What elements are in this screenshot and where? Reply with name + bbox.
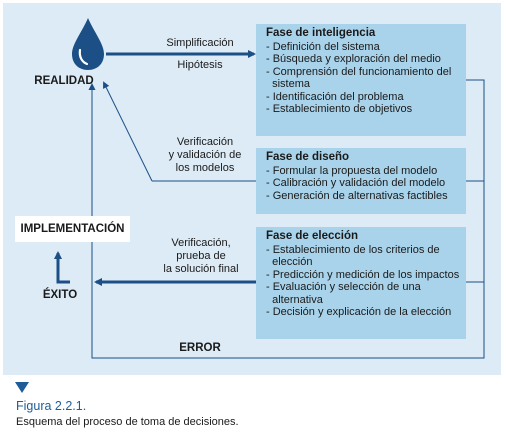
verificacion-modelos-label bbox=[150, 136, 260, 175]
verificacion-modelos-arrow bbox=[104, 83, 152, 181]
verificacion-solucion-label bbox=[146, 237, 256, 276]
label-line: Verificación, bbox=[171, 237, 231, 249]
phase-item: - Establecimiento de los criterios de bbox=[266, 243, 440, 256]
caption-triangle-icon bbox=[15, 382, 29, 393]
error-loop-line bbox=[92, 80, 484, 358]
implementacion-label: IMPLEMENTACIÓN bbox=[20, 223, 125, 235]
label-line: los modelos bbox=[175, 162, 235, 174]
water-drop-icon bbox=[72, 18, 104, 70]
phase-item: - Comprensión del funcionamiento del bbox=[266, 65, 452, 78]
label-line: prueba de bbox=[176, 250, 226, 262]
phase-item: - Predicción y medición de los impactos bbox=[266, 268, 460, 281]
phase-item: - Identificación del problema bbox=[266, 90, 404, 103]
phase-item: sistema bbox=[266, 78, 311, 90]
phase-item: - Evaluación y selección de una bbox=[266, 281, 421, 293]
phase-item: - Búsqueda y exploración del medio bbox=[266, 53, 441, 65]
label-line: Verificación bbox=[176, 136, 234, 148]
simplificacion-label: Simplificación bbox=[166, 37, 234, 49]
figure-number: Figura 2.2.1. bbox=[16, 399, 87, 413]
phase-diseno-title: Fase de diseño bbox=[266, 151, 350, 163]
figure-caption: Esquema del proceso de toma de decisiones. bbox=[16, 416, 239, 428]
realidad-label: REALIDAD bbox=[34, 75, 94, 87]
error-label: ERROR bbox=[179, 342, 221, 354]
phase-item: - Decisión y explicación de la elección bbox=[266, 306, 452, 318]
hipotesis-label: Hipótesis bbox=[177, 59, 223, 71]
exito-arrow bbox=[58, 253, 70, 282]
label-line: la solución final bbox=[163, 263, 239, 275]
exito-label: ÉXITO bbox=[42, 289, 78, 301]
phase-item: - Formular la propuesta del modelo bbox=[266, 164, 438, 177]
phase-item: - Generación de alternativas factibles bbox=[266, 189, 448, 202]
phase-inteligencia-title: Fase de inteligencia bbox=[266, 27, 376, 39]
phase-eleccion-title: Fase de elección bbox=[266, 230, 359, 242]
phase-item: - Establecimiento de objetivos bbox=[266, 103, 413, 115]
implementacion-box bbox=[15, 216, 130, 242]
phase-item: - Calibración y validación del modelo bbox=[266, 177, 446, 189]
label-line: y validación de bbox=[168, 149, 242, 161]
phase-item: - Definición del sistema bbox=[266, 40, 380, 53]
phase-item: alternativa bbox=[266, 293, 323, 306]
phase-item: elección bbox=[266, 256, 313, 268]
